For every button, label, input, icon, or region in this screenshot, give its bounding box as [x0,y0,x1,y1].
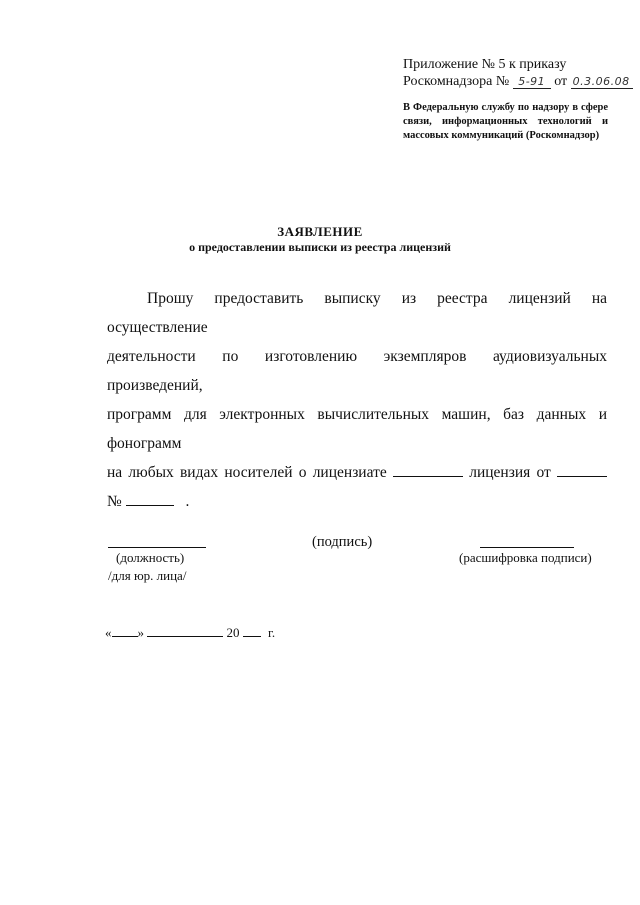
signature-label: (подпись) [312,534,373,550]
body-line-1: Прошу предоставить выписку из реестра лицензий на осуществление [107,290,607,336]
licensee-name-field[interactable] [393,464,463,477]
decoding-signature-line[interactable] [480,547,574,548]
date-year-field[interactable] [243,626,261,637]
appendix-order-prefix: Роскомнадзора № [403,74,510,89]
license-number-period: . [185,493,190,510]
license-number-field[interactable] [126,493,174,506]
body-line-3: программ для электронных вычислительных машин, баз данных и фонограмм [107,406,607,452]
position-signature-line[interactable] [108,547,206,548]
order-number-handwritten: 5-91 [513,76,551,89]
appendix-date-prefix: от [554,74,568,89]
appendix-line-2 [403,73,633,90]
body-line-2: деятельности по изготовлению экземпляров аудиовизуальных произведений, [107,348,607,394]
request-body [107,284,607,516]
position-label: (должность) [116,550,185,565]
appendix-line-1: Приложение № 5 к приказу [403,57,567,72]
date-month-field[interactable] [147,626,223,637]
date-year-prefix: 20 [226,625,240,640]
body-line-4 [107,458,607,487]
document-title: ЗАЯВЛЕНИЕ [277,224,363,239]
legal-entity-note: /для юр. лица/ [108,568,187,583]
date-line [105,625,275,641]
date-open-quote: « [105,625,112,640]
date-year-suffix: г. [268,625,276,640]
license-date-field[interactable] [557,464,607,477]
order-date-handwritten: 0.3.06.08 [571,76,633,89]
license-number-label: № [107,493,122,510]
body-line-5 [107,487,607,516]
document-subtitle: о предоставлении выписки из реестра лицензий [189,240,451,254]
date-close-quote: » [137,625,144,640]
addressee-block: В Федеральную службу по надзору в сфере связи, информационных технологий и массовых коммуникаций (Роскомнадзор) [403,102,608,141]
date-day-field[interactable] [112,626,138,637]
license-date-label: лицензия от [469,464,551,481]
licensee-label: на любых видах носителей о лицензиате [107,464,387,481]
signature-decoding-label: (расшифровка подписи) [459,550,592,565]
